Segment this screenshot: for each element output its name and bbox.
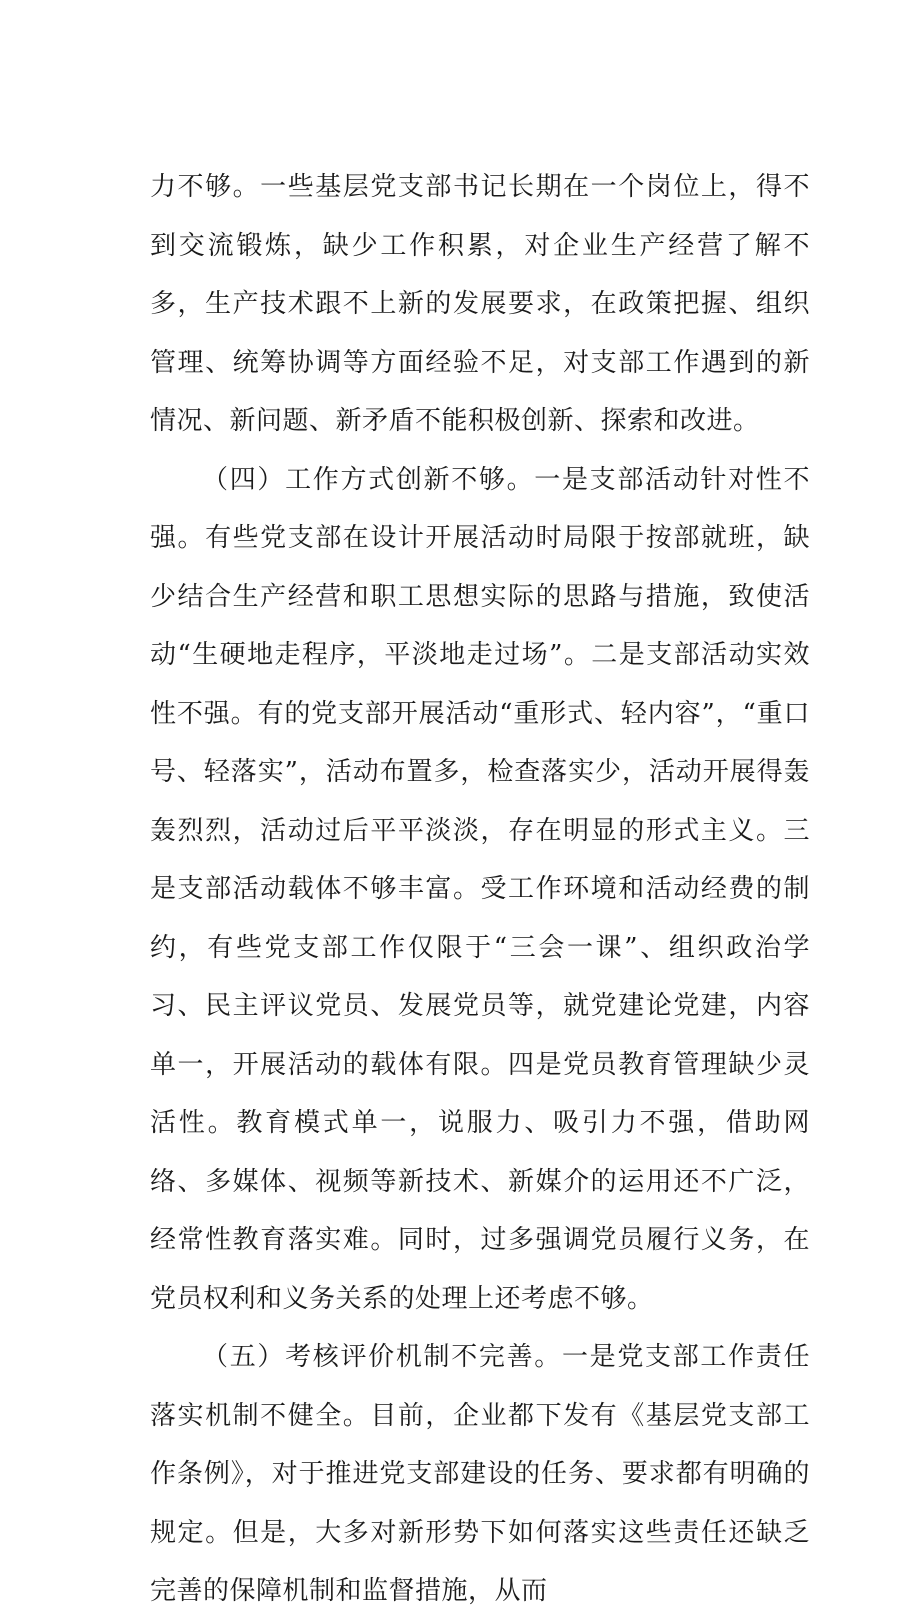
paragraph-section-five: （五）考核评价机制不完善。一是党支部工作责任落实机制不健全。目前，企业都下发有《基层党支部工作条例》，对于推进党支部建设的任务、要求都有明确的规定。但是，大多对新形势下如何落实这些责任还缺乏完善的保障机制和监督措施，从而 [150,1342,810,1606]
document-body [150,158,810,1621]
paragraph-section-four: （四）工作方式创新不够。一是支部活动针对性不强。有些党支部在设计开展活动时局限于按部就班，缺少结合生产经营和职工思想实际的思路与措施，致使活动“生硬地走程序，平淡地走过场”。二是支部活动实效性不强。有的党支部开展活动“重形式、轻内容”，“重口号、轻落实”，活动布置多，检查落实少，活动开展得轰轰烈烈，活动过后平平淡淡，存在明显的形式主义。三是支部活动载体不够丰富。受工作环境和活动经费的制约，有些党支部工作仅限于“三会一课”、组织政治学习、民主评议党员、发展党员等，就党建论党建，内容单一，开展活动的载体有限。四是党员教育管理缺少灵活性。教育模式单一，说服力、吸引力不强，借助网络、多媒体、视频等新技术、新媒介的运用还不广泛，经常性教育落实难。同时，过多强调党员履行义务，在党员权利和义务关系的处理上还考虑不够。 [150,464,810,1314]
paragraph-continuation: 力不够。一些基层党支部书记长期在一个岗位上，得不到交流锻炼，缺少工作积累，对企业生产经营了解不多，生产技术跟不上新的发展要求，在政策把握、组织管理、统筹协调等方面经验不足，对支部工作遇到的新情况、新问题、新矛盾不能积极创新、探索和改进。 [150,172,810,436]
